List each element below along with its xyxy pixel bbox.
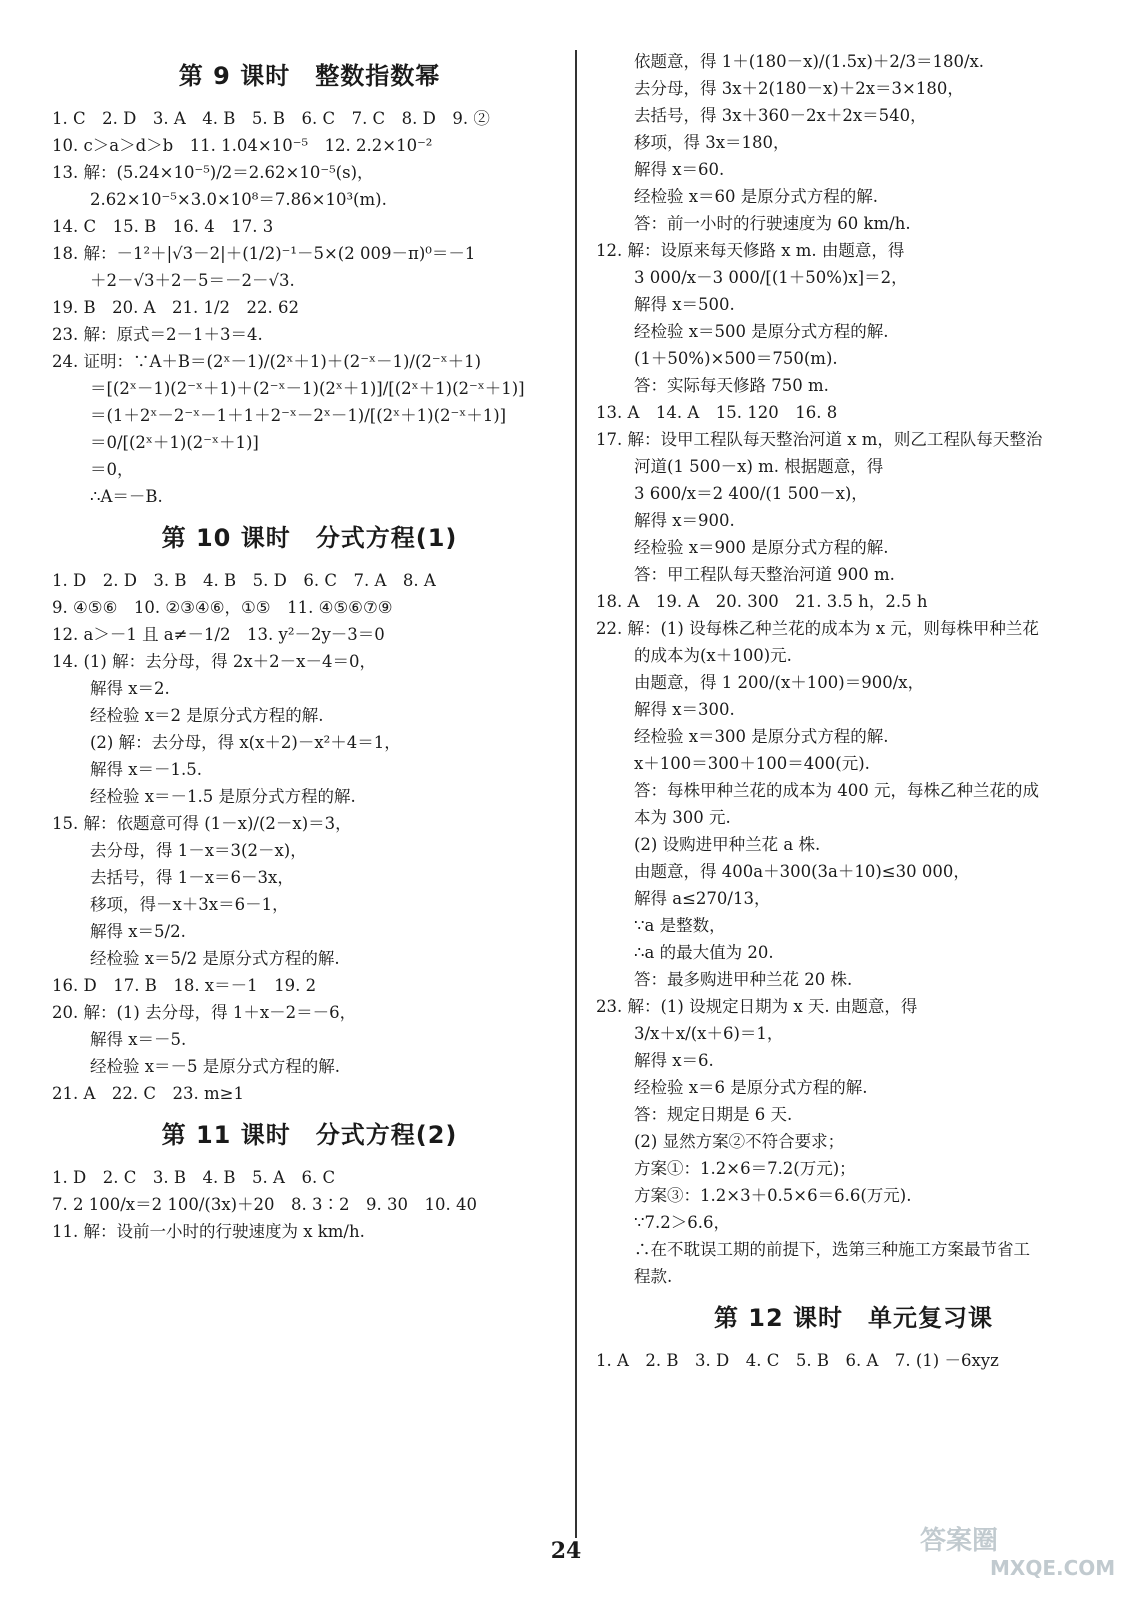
- column-divider: [575, 50, 577, 1538]
- answer-line: ∴在不耽误工期的前提下，选第三种施工方案最节省工: [634, 1240, 1030, 1259]
- watermark-logo: 答案圈: [920, 1526, 999, 1556]
- answer-line: 经检验 x＝300 是原分式方程的解.: [634, 727, 889, 746]
- answer-line: 21. A 22. C 23. m≥1: [52, 1084, 244, 1103]
- answer-line: 经检验 x＝－5 是原分式方程的解.: [90, 1057, 341, 1076]
- answer-line: 1. C 2. D 3. A 4. B 5. B 6. C 7. C 8. D 9. ②: [52, 109, 490, 128]
- answer-line: 19. B 20. A 21. 1/2 22. 62: [52, 298, 300, 317]
- answer-line: 依题意，得 1＋(180－x)/(1.5x)＋2/3＝180/x.: [634, 52, 985, 71]
- answer-line: 2.62×10⁻⁵×3.0×10⁸＝7.86×10³(m).: [90, 190, 387, 209]
- answer-line: 本为 300 元.: [634, 808, 731, 827]
- answer-line: 20. 解：(1) 去分母，得 1＋x－2＝－6，: [52, 1003, 357, 1022]
- answer-line: 去分母，得 3x＋2(180－x)＋2x＝3×180，: [634, 79, 964, 98]
- answer-line: 22. 解：(1) 设每株乙种兰花的成本为 x 元，则每株甲种兰花: [596, 619, 1039, 638]
- answer-line: 答：实际每天修路 750 m.: [634, 376, 829, 395]
- answer-line: 解得 x＝300.: [634, 700, 735, 719]
- answer-line: 3/x＋x/(x＋6)＝1，: [634, 1024, 784, 1043]
- answer-line: (2) 设购进甲种兰花 a 株.: [634, 835, 821, 854]
- watermark-url: MXQE.COM: [990, 1556, 1116, 1580]
- answer-line: 3 000/x－3 000/[(1＋50%)x]＝2，: [634, 268, 908, 287]
- answer-line: 3 600/x＝2 400/(1 500－x)，: [634, 484, 868, 503]
- answer-line: ∴a 的最大值为 20.: [634, 943, 774, 962]
- answer-line: 15. 解：依题意可得 (1－x)/(2－x)＝3，: [52, 814, 352, 833]
- answer-line: ＝0/[(2ˣ＋1)(2⁻ˣ＋1)]: [90, 433, 259, 452]
- answer-line: 方案③：1.2×3＋0.5×6＝6.6(万元).: [634, 1186, 912, 1205]
- answer-line: 1. D 2. D 3. B 4. B 5. D 6. C 7. A 8. A: [52, 571, 436, 590]
- answer-line: 解得 x＝－5.: [90, 1030, 187, 1049]
- answer-line: 解得 x＝6.: [634, 1051, 714, 1070]
- answer-line: 经检验 x＝900 是原分式方程的解.: [634, 538, 889, 557]
- answer-line: (2) 显然方案②不符合要求；: [634, 1132, 845, 1151]
- right-column: [596, 48, 1111, 1374]
- answer-line: 18. 解：－1²＋|√3－2|＋(1/2)⁻¹－5×(2 009－π)⁰＝－1: [52, 244, 476, 263]
- answer-line: 解得 a≤270/13，: [634, 889, 771, 908]
- answer-line: 7. 2 100/x＝2 100/(3x)＋20 8. 3∶2 9. 30 10. 40: [52, 1195, 478, 1214]
- answer-line: 经检验 x＝5/2 是原分式方程的解.: [90, 949, 340, 968]
- answer-line: ＝(1＋2ˣ－2⁻ˣ－1＋1＋2⁻ˣ－2ˣ－1)/[(2ˣ＋1)(2⁻ˣ＋1)]: [90, 406, 507, 425]
- answer-line: 解得 x＝900.: [634, 511, 735, 530]
- answer-line: 经检验 x＝－1.5 是原分式方程的解.: [90, 787, 356, 806]
- answer-line: 河道(1 500－x) m. 根据题意，得: [634, 457, 884, 476]
- answer-line: 由题意，得 1 200/(x＋100)＝900/x，: [634, 673, 925, 692]
- answer-line: 解得 x＝2.: [90, 679, 170, 698]
- answer-line: 由题意，得 400a＋300(3a＋10)≤30 000，: [634, 862, 970, 881]
- answer-line: 答：每株甲种兰花的成本为 400 元，每株乙种兰花的成: [634, 781, 1039, 800]
- answer-line: ＝[(2ˣ－1)(2⁻ˣ＋1)＋(2⁻ˣ－1)(2ˣ＋1)]/[(2ˣ＋1)(2⁻ˣ＋1)]: [90, 379, 525, 398]
- answer-line: 1. D 2. C 3. B 4. B 5. A 6. C: [52, 1168, 336, 1187]
- answer-line: 答：规定日期是 6 天.: [634, 1105, 793, 1124]
- answer-line: 程款.: [634, 1267, 673, 1286]
- answer-line: 1. A 2. B 3. D 4. C 5. B 6. A 7. (1) －6xyz: [596, 1351, 999, 1370]
- answer-line: 24. 证明：∵A＋B＝(2ˣ－1)/(2ˣ＋1)＋(2⁻ˣ－1)/(2⁻ˣ＋1): [52, 352, 482, 371]
- answer-line: 14. (1) 解：去分母，得 2x＋2－x－4＝0，: [52, 652, 376, 671]
- section-heading: 第 12 课时 单元复习课: [713, 1304, 994, 1332]
- answer-line: 经检验 x＝6 是原分式方程的解.: [634, 1078, 868, 1097]
- answer-line: 解得 x＝5/2.: [90, 922, 186, 941]
- answer-line: 16. D 17. B 18. x＝－1 19. 2: [52, 976, 317, 995]
- answer-line: 的成本为(x＋100)元.: [634, 646, 792, 665]
- answer-line: 23. 解：原式＝2－1＋3＝4.: [52, 325, 263, 344]
- answer-line: ∴A＝－B.: [90, 487, 163, 506]
- answer-line: 解得 x＝60.: [634, 160, 725, 179]
- answer-line: ∵7.2＞6.6，: [634, 1213, 730, 1232]
- answer-line: 去括号，得 1－x＝6－3x，: [90, 868, 294, 887]
- answer-line: (1＋50%)×500＝750(m).: [634, 349, 838, 368]
- answer-line: ＝0，: [90, 460, 134, 479]
- answer-line: 12. a＞－1 且 a≠－1/2 13. y²－2y－3＝0: [52, 625, 385, 644]
- answer-line: 移项，得－x＋3x＝6－1，: [90, 895, 289, 914]
- answer-line: 11. 解：设前一小时的行驶速度为 x km/h.: [52, 1222, 365, 1241]
- answer-line: 去分母，得 1－x＝3(2－x)，: [90, 841, 307, 860]
- answer-line: 12. 解：设原来每天修路 x m. 由题意，得: [596, 241, 905, 260]
- answer-line: ∵a 是整数，: [634, 916, 726, 935]
- answer-line: 答：最多购进甲种兰花 20 株.: [634, 970, 853, 989]
- page-number: 24: [550, 1538, 582, 1564]
- left-column: [52, 48, 567, 1245]
- answer-line: 答：前一小时的行驶速度为 60 km/h.: [634, 214, 911, 233]
- answer-line: 经检验 x＝500 是原分式方程的解.: [634, 322, 889, 341]
- answer-line: 13. A 14. A 15. 120 16. 8: [596, 403, 838, 422]
- answer-line: 去括号，得 3x＋360－2x＋2x＝540，: [634, 106, 927, 125]
- answer-line: 17. 解：设甲工程队每天整治河道 x m，则乙工程队每天整治: [596, 430, 1043, 449]
- answer-line: (2) 解：去分母，得 x(x＋2)－x²＋4＝1，: [90, 733, 401, 752]
- answer-line: 解得 x＝500.: [634, 295, 735, 314]
- answer-line: 23. 解：(1) 设规定日期为 x 天. 由题意，得: [596, 997, 918, 1016]
- answer-line: 10. c＞a＞d＞b 11. 1.04×10⁻⁵ 12. 2.2×10⁻²: [52, 136, 433, 155]
- answer-line: 经检验 x＝60 是原分式方程的解.: [634, 187, 879, 206]
- section-heading: 第 11 课时 分式方程(2): [161, 1121, 458, 1149]
- answer-line: 18. A 19. A 20. 300 21. 3.5 h，2.5 h: [596, 592, 928, 611]
- section-heading: 第 9 课时 整数指数幂: [178, 62, 441, 90]
- section-heading: 第 10 课时 分式方程(1): [161, 524, 458, 552]
- answer-line: 方案①：1.2×6＝7.2(万元)；: [634, 1159, 856, 1178]
- answer-line: 14. C 15. B 16. 4 17. 3: [52, 217, 274, 236]
- answer-line: 答：甲工程队每天整治河道 900 m.: [634, 565, 895, 584]
- answer-line: 9. ④⑤⑥ 10. ②③④⑥，①⑤ 11. ④⑤⑥⑦⑨: [52, 598, 393, 617]
- answer-line: 13. 解：(5.24×10⁻⁵)/2＝2.62×10⁻⁵(s)，: [52, 163, 374, 182]
- answer-line: 解得 x＝－1.5.: [90, 760, 203, 779]
- answer-line: 经检验 x＝2 是原分式方程的解.: [90, 706, 324, 725]
- answer-line: 移项，得 3x＝180，: [634, 133, 790, 152]
- answer-line: x＋100＝300＋100＝400(元).: [634, 754, 870, 773]
- answer-line: ＋2－√3＋2－5＝－2－√3.: [90, 271, 295, 290]
